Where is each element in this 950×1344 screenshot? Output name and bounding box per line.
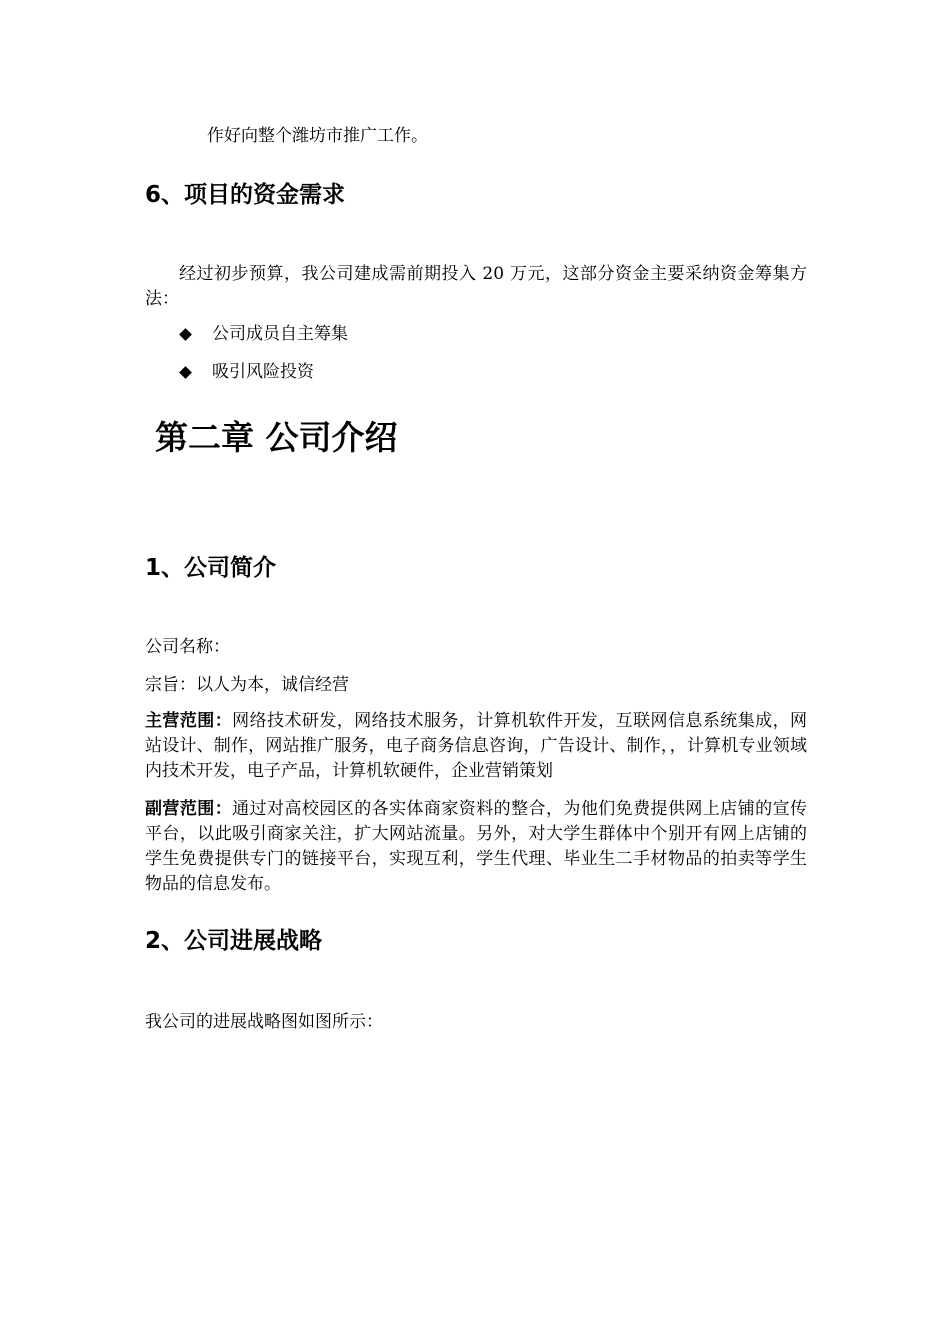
continuation-line: 作好向整个潍坊市推广工作。: [207, 126, 428, 146]
bullet-text: 公司成员自主筹集: [212, 324, 348, 344]
tenet-line: 宗旨：以人为本，诚信经营: [145, 675, 349, 695]
main-scope-paragraph: [145, 709, 807, 784]
company-name-line: 公司名称：: [145, 637, 230, 657]
section-heading-funding: 6、项目的资金需求: [145, 182, 346, 208]
strategy-paragraph: 我公司的进展战略图如图所示：: [145, 1012, 383, 1032]
diamond-bullet-icon: [179, 366, 192, 379]
bullet-text: 吸引风险投资: [212, 362, 314, 382]
secondary-scope-paragraph: [145, 797, 807, 897]
secondary-scope-text: 通过对高校园区的各实体商家资料的整合，为他们免费提供网上店铺的宣传平台，以此吸引商家关注，扩大网站流量。另外，对大学生群体中个别开有网上店铺的学生免费提供专门的链接平台，实现互利，学生代理、毕业生二手材物品的拍卖等学生物品的信息发布。: [145, 799, 808, 894]
main-scope-label: 主营范围：: [145, 711, 233, 731]
bullet-item: [179, 322, 348, 347]
funding-paragraph: 经过初步预算，我公司建成需前期投入 20 万元，这部分资金主要采纳资金筹集方法：: [145, 264, 807, 309]
bullet-item: [179, 360, 314, 385]
chapter-title: 第二章 公司介绍: [155, 418, 398, 457]
diamond-bullet-icon: [179, 328, 192, 341]
section-heading-strategy: 2、公司进展战略: [145, 928, 323, 954]
main-scope-text: 网络技术研发，网络技术服务，计算机软件开发，互联网信息系统集成，网站设计、制作，网站推广服务，电子商务信息咨询，广告设计、制作，，计算机专业领域内技术开发，电子产品，计算机软硬件，企业营销策划: [145, 711, 808, 781]
secondary-scope-label: 副营范围：: [145, 799, 233, 819]
section-heading-intro: 1、公司简介: [145, 555, 277, 581]
